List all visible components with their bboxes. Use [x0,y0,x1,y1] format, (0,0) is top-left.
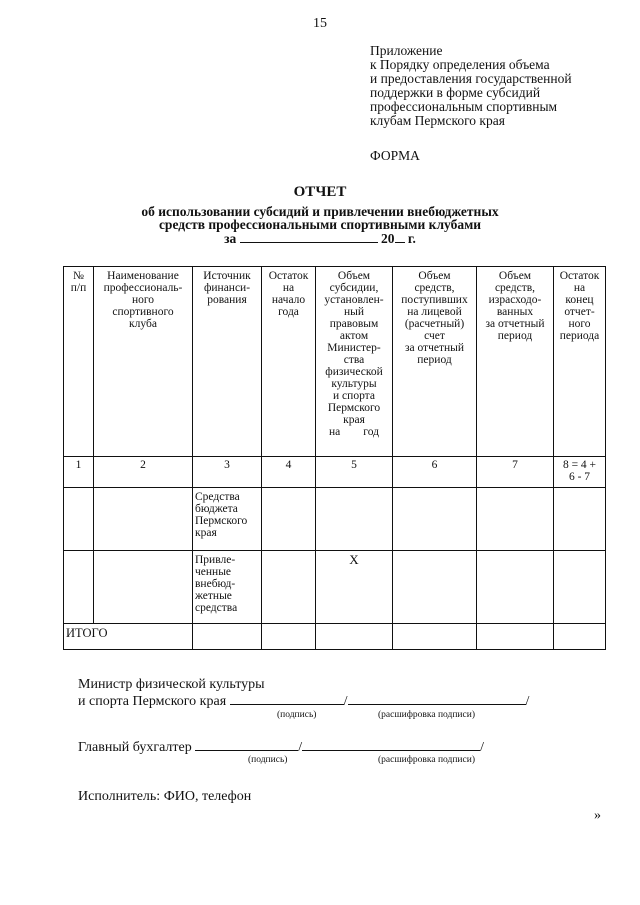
separator-slash: / [298,740,303,755]
table-cell [316,488,393,551]
column-number: 6 [393,457,477,488]
appendix-line: и предоставления государственной [370,71,572,86]
column-number: 5 [316,457,393,488]
table-cell [262,488,316,551]
report-table [63,266,606,650]
minister-signature-block [78,678,529,709]
header-cell-number: № п/п [64,267,94,457]
minister-signature-line [78,692,529,709]
column-number: 1 [64,457,94,488]
table-cell [94,488,193,551]
year-prefix: 20 [381,231,395,246]
appendix-line: клубам Пермского края [370,113,505,128]
separator-slash: / [525,694,530,709]
header-cell-start-balance: Остаток на начало года [262,267,316,457]
period-blank [240,231,378,243]
table-cell [393,551,477,624]
year-suffix: г. [407,231,416,246]
total-row [64,624,606,650]
column-number: 4 [262,457,316,488]
funding-source-budget: Средства бюджета Пермского края [193,488,262,551]
appendix-line: поддержки в форме субсидий [370,85,541,100]
accountant-title: Главный бухгалтер [78,740,192,755]
funding-source-extrabudget: Привле- ченные внебюд- жетные средства [193,551,262,624]
x-mark-cell: X [316,551,393,624]
minister-title-line1: Министр физической культуры [78,677,265,692]
column-number: 7 [477,457,554,488]
table-row-budget [64,488,606,551]
table-cell [393,488,477,551]
table-cell [554,624,606,650]
caption-signature: (подпись) [277,710,317,720]
minister-decode-field [348,692,526,705]
table-cell [554,551,606,624]
page-number: 15 [313,16,327,31]
header-cell-funding-source: Источник финанси- рования [193,267,262,457]
minister-title-line2: и спорта Пермского края [78,694,227,709]
total-label: ИТОГО [64,624,193,650]
caption-decoding: (расшифровка подписи) [378,710,475,720]
column-number-formula: 8 = 4 + 6 - 7 [554,457,606,488]
table-cell [316,624,393,650]
header-cell-received-funds: Объем средств, поступивших на лицевой (расчетный) счет за отчетный период [393,267,477,457]
minister-sign-field [230,692,344,705]
table-cell [393,624,477,650]
column-number: 3 [193,457,262,488]
accountant-signature-block [78,738,484,755]
table-cell [477,488,554,551]
za-label: за [224,231,237,246]
table-cell [64,488,94,551]
table-cell [554,488,606,551]
table-cell [477,624,554,650]
period-line [0,231,640,245]
column-number: 2 [94,457,193,488]
table-cell [193,624,262,650]
table-cell [262,624,316,650]
closing-quote: » [594,808,601,823]
subtitle-line: средств профессиональными спортивными клубами [158,217,482,232]
separator-slash: / [480,740,485,755]
table-cell [262,551,316,624]
form-label: ФОРМА [370,148,420,163]
appendix-line: Приложение [370,43,443,58]
subtitle-line: об использовании субсидий и привлечении внебюджетных [141,204,499,219]
report-title: ОТЧЕТ [293,184,347,200]
table-cell [64,551,94,624]
report-subtitle [0,205,640,245]
caption-decoding: (расшифровка подписи) [378,755,475,765]
accountant-sign-field [195,738,298,751]
table-cell [477,551,554,624]
header-cell-subsidy-volume: Объем субсидии, установлен- ный правовым актом Министер- ства физической культуры и спорта Пермского края на год [316,267,393,457]
separator-slash: / [343,694,348,709]
accountant-decode-field [302,738,480,751]
year-blank [395,231,405,243]
header-row [64,267,606,457]
appendix-block [370,44,572,128]
header-cell-end-balance: Остаток на конец отчет- ного периода [554,267,606,457]
caption-signature: (подпись) [248,755,288,765]
appendix-line: профессиональным спортивным [370,99,558,114]
header-cell-club-name: Наименование профессиональ- ного спортивного клуба [94,267,193,457]
table-cell [94,551,193,624]
column-number-row [64,457,606,488]
executor-line: Исполнитель: ФИО, телефон [78,789,252,804]
header-cell-spent-funds: Объем средств, израсходо- ванных за отчетный период [477,267,554,457]
table-row-extrabudget [64,551,606,624]
appendix-line: к Порядку определения объема [370,57,550,72]
